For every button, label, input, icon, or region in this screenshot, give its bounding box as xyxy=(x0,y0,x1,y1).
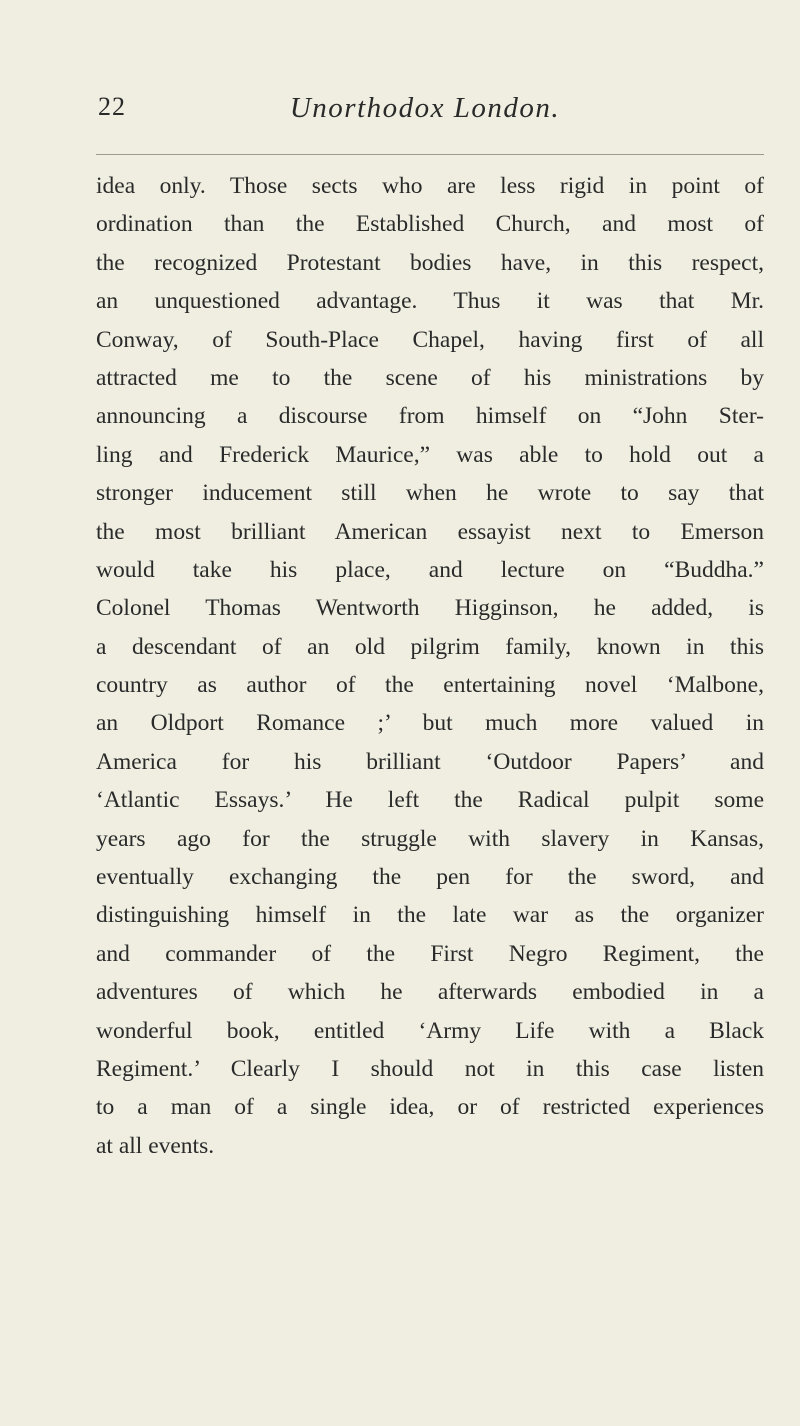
text-line: Conway, of South-Place Chapel, having first of all xyxy=(96,326,764,353)
header-rule xyxy=(96,154,764,155)
text-line: adventures of which he afterwards embodied in a xyxy=(96,979,764,1006)
text-line: an unquestioned advantage. Thus it was that Mr. xyxy=(96,288,764,315)
text-line: at all events. xyxy=(96,1132,215,1159)
text-line: distinguishing himself in the late war as the organizer xyxy=(96,902,764,929)
text-line: to a man of a single idea, or of restricted experiences xyxy=(96,1094,764,1121)
text-line: a descendant of an old pilgrim family, known in this xyxy=(96,633,764,660)
text-line: country as author of the entertaining novel ‘Malbone, xyxy=(96,672,764,699)
text-line: Regiment.’ Clearly I should not in this case listen xyxy=(96,1055,764,1082)
text-line: and commander of the First Negro Regiment, the xyxy=(96,940,764,967)
running-title: Unorthodox London. xyxy=(289,92,561,124)
text-line: Colonel Thomas Wentworth Higginson, he added, is xyxy=(96,595,764,622)
text-line: ordination than the Established Church, and most of xyxy=(96,211,764,238)
text-line: eventually exchanging the pen for the sword, and xyxy=(96,864,764,891)
text-line: ‘Atlantic Essays.’ He left the Radical pulpit some xyxy=(96,787,764,814)
text-line: idea only. Those sects who are less rigid in point of xyxy=(96,173,764,199)
text-line: the recognized Protestant bodies have, in this respect, xyxy=(96,249,764,276)
page-header xyxy=(0,92,800,136)
text-line: wonderful book, entitled ‘Army Life with a Black xyxy=(96,1017,764,1044)
text-line: stronger inducement still when he wrote to say that xyxy=(96,480,764,507)
text-line: would take his place, and lecture on “Buddha.” xyxy=(96,556,764,583)
page-number: 22 xyxy=(98,92,126,121)
text-line: America for his brilliant ‘Outdoor Papers’ and xyxy=(96,748,764,775)
text-line: ling and Frederick Maurice,” was able to hold out a xyxy=(96,441,764,468)
text-line: the most brilliant American essayist next to Emerson xyxy=(96,518,764,545)
text-line: attracted me to the scene of his ministrations by xyxy=(96,364,764,391)
text-line: announcing a discourse from himself on “John Ster- xyxy=(96,403,764,430)
text-line: years ago for the struggle with slavery in Kansas, xyxy=(96,825,764,852)
body-text xyxy=(96,167,764,1165)
text-line: an Oldport Romance ;’ but much more valued in xyxy=(96,710,764,737)
